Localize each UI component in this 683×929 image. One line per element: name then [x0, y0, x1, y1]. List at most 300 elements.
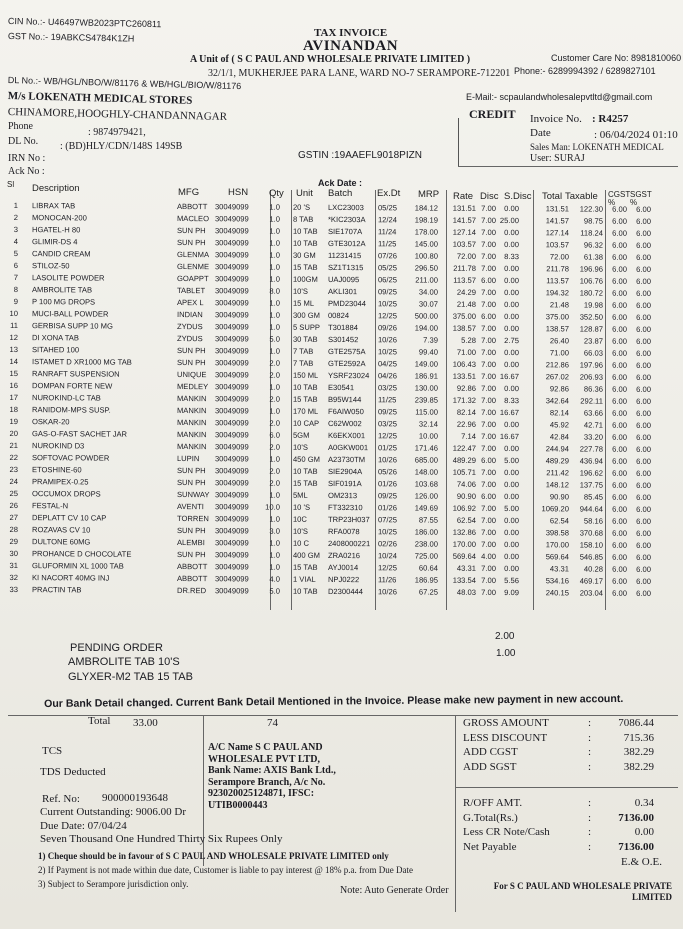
- cell-sl: 17: [9, 392, 18, 403]
- cell-rate: 74.06: [456, 479, 476, 489]
- cell-mrp: 725.00: [414, 551, 438, 561]
- cell-sl: 3: [13, 225, 18, 235]
- company-name: AVINANDAN: [303, 38, 399, 54]
- cell-disc: 6.00: [481, 491, 496, 501]
- cell-sdisc: 16.67: [499, 371, 519, 382]
- cell-unit: 10 C: [292, 538, 310, 548]
- cell-cgst: 6.00: [612, 372, 627, 382]
- cell-sdisc: 9.09: [504, 588, 519, 598]
- cell-sgst: 6.00: [636, 336, 651, 346]
- cell-hsn: 30049099: [214, 430, 249, 440]
- cell-exp: 05/26: [377, 467, 398, 477]
- cell-hsn: 30049099: [214, 454, 249, 464]
- cell-sl: 28: [9, 524, 18, 535]
- cell-mrp: 685.00: [414, 455, 438, 465]
- cell-rate: 133.54: [452, 575, 476, 585]
- cell-disc: 7.00: [481, 359, 496, 369]
- cell-sdisc: 0.00: [504, 288, 519, 298]
- cell-sl: 33: [9, 584, 18, 595]
- cell-total: 138.57: [545, 324, 569, 334]
- cell-hsn: 30049099: [214, 574, 249, 584]
- col-rate: Rate: [453, 191, 474, 202]
- cell-mfg: ZYDUS: [176, 334, 203, 344]
- cell-batch: RFA0078: [327, 526, 360, 537]
- cell-rate: 170.00: [452, 539, 476, 549]
- cell-total: 82.14: [549, 408, 569, 418]
- summary-value: 382.29: [623, 746, 654, 758]
- cell-sdisc: 0.00: [504, 300, 519, 310]
- cell-exp: 10/25: [377, 347, 398, 357]
- cell-disc: 7.00: [481, 323, 496, 333]
- col-hsn: HSN: [228, 187, 249, 198]
- cell-unit: 300 GM: [292, 310, 321, 320]
- cell-exp: 11/25: [377, 395, 397, 405]
- cell-unit: 30 TAB: [292, 334, 318, 344]
- col-sl: Sl: [7, 180, 15, 189]
- cell-sdisc: 0.00: [504, 492, 519, 502]
- cell-sgst: 6.00: [636, 576, 651, 586]
- pending-line-1: AMBROLITE TAB 10'S: [68, 656, 180, 668]
- cell-exp: 05/25: [377, 203, 398, 213]
- unit-of-line: A Unit of ( S C PAUL AND WHOLESALE PRIVATE LIMITED ): [190, 54, 471, 65]
- cell-qty: 1.0: [269, 274, 280, 284]
- cell-sl: 18: [9, 404, 18, 415]
- cell-desc: ROZAVAS CV 10: [31, 525, 91, 535]
- cell-unit: 450 GM: [292, 454, 321, 464]
- cell-total: 71.00: [549, 348, 569, 358]
- dl-number: DL No.:- WB/HGL/NBO/W/81176 & WB/HGL/BIO/W/81176: [7, 75, 242, 92]
- cell-cgst: 6.00: [612, 444, 627, 454]
- cell-batch: SIE1707A: [327, 226, 363, 237]
- cell-batch: S301452: [327, 334, 359, 345]
- cell-cgst: 6.00: [612, 408, 627, 418]
- cell-taxable: 196.62: [579, 468, 603, 478]
- cell-desc: PROHANCE D CHOCOLATE: [31, 549, 132, 559]
- summary-sep: :: [588, 811, 592, 824]
- cell-mrp: 149.00: [414, 359, 438, 369]
- cell-cgst: 6.00: [612, 480, 627, 490]
- cell-sdisc: 0.00: [504, 540, 519, 550]
- cell-mfg: ALEMBI: [176, 538, 205, 548]
- cell-unit: 15 TAB: [292, 562, 318, 572]
- cell-taxable: 122.30: [579, 204, 603, 214]
- cell-sdisc: 0.00: [504, 480, 519, 490]
- cell-unit: 10 TAB: [292, 238, 318, 248]
- cell-desc: MUCI-BALL POWDER: [31, 309, 109, 319]
- cell-desc: P 100 MG DROPS: [31, 297, 96, 307]
- col-total: Total: [542, 191, 563, 202]
- cell-desc: RANRAFT SUSPENSION: [31, 369, 120, 379]
- ack-label: Ack No :: [8, 166, 45, 177]
- summary-value: 382.29: [623, 760, 654, 773]
- gst-number: GST No.:- 19ABKCS4784K1ZH: [7, 31, 135, 44]
- cell-sdisc: 0.00: [504, 204, 519, 214]
- cell-exp: 07/26: [377, 251, 398, 261]
- cell-total: 489.29: [545, 456, 569, 466]
- cell-mfg: ZYDUS: [176, 322, 203, 332]
- cell-disc: 7.00: [481, 263, 496, 273]
- cell-unit: 30 GM: [292, 250, 316, 260]
- cell-exp: 10/26: [377, 587, 398, 597]
- cell-qty: 1.0: [269, 226, 280, 236]
- cell-batch: FT332310: [327, 502, 363, 513]
- cell-total: 92.86: [549, 384, 569, 394]
- cell-batch: OM2313: [327, 490, 358, 501]
- cell-rate: 48.03: [456, 587, 476, 597]
- cell-hsn: 30049099: [214, 334, 249, 344]
- cell-mfg: SUN PH: [176, 466, 206, 476]
- cell-sl: 20: [9, 428, 18, 439]
- cell-exp: 10/25: [377, 527, 398, 537]
- cell-mfg: SUN PH: [176, 478, 206, 488]
- cell-total: 194.32: [545, 288, 569, 298]
- cell-mfg: SUN PH: [176, 358, 206, 368]
- col-exp: Ex.Dt: [377, 188, 401, 199]
- cell-sl: 15: [9, 368, 18, 379]
- cell-unit: 100GM: [292, 274, 318, 284]
- cell-cgst: 6.00: [612, 576, 627, 586]
- cell-unit: 170 ML: [292, 406, 319, 416]
- cell-hsn: 30049099: [214, 250, 249, 260]
- cell-taxable: 206.93: [579, 372, 603, 382]
- cell-disc: 7.00: [481, 371, 496, 381]
- cell-sl: 26: [9, 500, 18, 511]
- cell-batch: E30541: [327, 382, 355, 393]
- summary-label: LESS DISCOUNT: [463, 731, 548, 744]
- cell-mrp: 115.00: [415, 407, 438, 417]
- cell-total: 398.58: [545, 528, 569, 538]
- cell-sdisc: 0.00: [504, 264, 519, 274]
- cell-rate: 569.64: [452, 551, 476, 561]
- cell-rate: 171.32: [452, 395, 476, 405]
- buyer-dl: : (BD)HLY/CDN/148S 149SB: [60, 141, 183, 152]
- cell-sgst: 6.00: [636, 348, 651, 358]
- amount-in-words: Seven Thousand One Hundred Thirty Six Rupees Only: [40, 833, 283, 845]
- cell-qty: 2.0: [269, 466, 280, 476]
- cell-disc: 7.00: [481, 419, 496, 429]
- cell-unit: 20 'S: [292, 202, 311, 212]
- cell-desc: ETOSHINE-60: [31, 465, 82, 475]
- cell-sdisc: 2.75: [504, 336, 519, 346]
- cell-sdisc: 0.00: [504, 528, 519, 538]
- cell-qty: 2.0: [269, 370, 280, 380]
- invoice-date-label: Date: [530, 127, 551, 139]
- cell-total: 43.31: [549, 564, 569, 574]
- cell-sgst: 6.00: [636, 300, 651, 310]
- summary-label: ADD CGST: [463, 746, 518, 758]
- cell-exp: 09/25: [377, 407, 398, 417]
- cell-mrp: 198.19: [414, 215, 438, 225]
- cell-exp: 10/25: [377, 299, 398, 309]
- cell-mrp: 148.00: [414, 467, 438, 477]
- col-batch: Batch: [328, 188, 353, 199]
- cell-unit: 7 TAB: [292, 358, 314, 368]
- cell-mrp: 30.07: [418, 299, 438, 309]
- cell-total: 375.00: [545, 312, 569, 322]
- cell-hsn: 30049099: [214, 394, 249, 404]
- cell-disc: 7.00: [481, 467, 496, 477]
- cell-sl: 5: [13, 249, 18, 259]
- cell-unit: 10'S: [292, 286, 308, 296]
- cell-hsn: 30049099: [214, 202, 249, 212]
- cell-sl: 30: [9, 548, 18, 559]
- cell-desc: FESTAL-N: [31, 501, 69, 511]
- cell-sgst: 6.00: [636, 264, 651, 274]
- cell-total: 1069.20: [541, 504, 569, 514]
- sales-man: Sales Man: LOKENATH MEDICAL: [530, 142, 664, 152]
- cell-hsn: 30049099: [214, 478, 249, 488]
- cell-mrp: 103.68: [414, 479, 438, 489]
- cell-hsn: 30049099: [214, 514, 249, 524]
- bank-line-3: Bank Name: AXIS Bank Ltd.,: [208, 765, 336, 776]
- cell-sdisc: 0.00: [504, 240, 519, 250]
- cell-exp: 11/26: [377, 575, 397, 585]
- cell-hsn: 30049099: [214, 538, 249, 548]
- cell-mfg: GOAPPT: [176, 274, 209, 284]
- cell-mrp: 99.40: [418, 347, 438, 357]
- invoice-user: User: SURAJ: [530, 153, 585, 164]
- cell-cgst: 6.00: [612, 324, 627, 334]
- cell-rate: 122.47: [452, 443, 476, 453]
- cell-sgst: 6.00: [636, 360, 651, 370]
- cell-sdisc: 0.00: [504, 360, 519, 370]
- cell-total: 569.64: [545, 552, 569, 562]
- cell-mrp: 186.91: [414, 371, 438, 381]
- cell-qty: 1.0: [269, 406, 280, 416]
- cell-sgst: 6.00: [636, 420, 651, 430]
- cell-sgst: 6.00: [636, 480, 651, 490]
- cell-rate: 106.43: [452, 359, 476, 369]
- cell-qty: 1.0: [269, 346, 280, 356]
- cell-sl: 4: [13, 237, 18, 247]
- buyer-dl-label: DL No.: [8, 136, 39, 147]
- cell-mfg: INDIAN: [176, 310, 203, 320]
- cell-batch: AYJ0014: [327, 562, 359, 573]
- summary-label: ADD SGST: [463, 760, 517, 773]
- cell-qty: 1.0: [269, 490, 280, 500]
- summary-value: 7136.00: [618, 811, 654, 824]
- cell-qty: 1.0: [269, 562, 280, 572]
- ref-no: 900000193648: [102, 792, 168, 804]
- cell-total: 534.16: [545, 576, 569, 586]
- cell-sl: 7: [13, 273, 18, 283]
- cell-sl: 6: [13, 261, 18, 271]
- cell-exp: 04/26: [377, 371, 398, 381]
- cell-batch: GTE2575A: [327, 346, 366, 357]
- col-mfg: MFG: [178, 187, 200, 198]
- cell-batch: C62W002: [327, 418, 362, 429]
- auto-generate-note: Note: Auto Generate Order: [340, 885, 449, 896]
- col-sgst: SGST %: [630, 190, 652, 207]
- cell-hsn: 30049099: [214, 238, 249, 248]
- cell-disc: 7.00: [481, 299, 496, 309]
- cell-cgst: 6.00: [612, 348, 627, 358]
- cell-taxable: 128.87: [579, 324, 603, 334]
- cell-unit: 150 ML: [292, 370, 319, 380]
- cell-unit: 10 CAP: [292, 418, 320, 428]
- cell-hsn: 30049099: [214, 358, 249, 368]
- cell-hsn: 30049099: [214, 298, 249, 308]
- cell-unit: 15 TAB: [292, 394, 318, 404]
- cell-mfg: SUN PH: [176, 226, 206, 236]
- cell-desc: PRAMIPEX-0.25: [31, 477, 89, 487]
- cell-sl: 8: [13, 285, 18, 295]
- cell-taxable: 66.03: [583, 348, 603, 358]
- cell-batch: PMD23044: [327, 298, 366, 309]
- cell-disc: 7.00: [481, 335, 496, 345]
- cell-mrp: 500.00: [414, 311, 438, 321]
- cell-cgst: 6.00: [612, 492, 627, 502]
- cell-exp: 02/26: [377, 539, 398, 549]
- cell-mrp: 130.00: [414, 383, 438, 393]
- invoice-divider: [458, 118, 460, 166]
- cell-exp: 09/26: [377, 323, 398, 333]
- cell-batch: GTE2592A: [327, 358, 366, 369]
- cell-disc: 7.00: [481, 503, 496, 513]
- cell-batch: ZRA0216: [327, 550, 361, 561]
- cell-sgst: 6.00: [636, 588, 651, 598]
- cell-taxable: 61.38: [583, 252, 603, 262]
- cell-taxable: 86.36: [583, 384, 603, 394]
- cell-mfg: SUN PH: [176, 550, 206, 560]
- cell-qty: 1.0: [269, 322, 280, 332]
- cell-desc: MONOCAN-200: [31, 213, 87, 223]
- cell-mfg: MANKIN: [176, 418, 207, 428]
- summary-sep: :: [588, 826, 592, 838]
- cell-mfg: TORREN: [176, 514, 209, 524]
- cell-mfg: MANKIN: [176, 406, 207, 416]
- cell-batch: 11231415: [327, 250, 362, 261]
- cell-taxable: 98.75: [583, 216, 603, 226]
- cell-sdisc: 0.00: [504, 564, 519, 574]
- cell-total: 26.40: [549, 336, 569, 346]
- cell-sl: 2: [13, 213, 18, 223]
- cell-sgst: 6.00: [636, 492, 651, 502]
- cell-desc: GERBISA SUPP 10 MG: [31, 321, 113, 331]
- cell-desc: STILOZ-50: [31, 261, 70, 271]
- cell-exp: 06/25: [377, 275, 398, 285]
- cell-mrp: 60.64: [418, 563, 438, 573]
- cell-qty: 6.0: [269, 430, 280, 440]
- cell-disc: 6.00: [481, 455, 496, 465]
- bank-line-2: WHOLESALE PVT LTD,: [208, 753, 320, 765]
- pending-qty-2: 1.00: [496, 648, 516, 659]
- cell-sdisc: 0.00: [504, 468, 519, 478]
- invoice-no: : R4257: [592, 113, 629, 125]
- cell-taxable: 436.94: [579, 456, 603, 466]
- cell-taxable: 546.85: [579, 552, 603, 562]
- cell-sgst: 6.00: [636, 384, 651, 394]
- cell-mfg: TABLET: [176, 286, 206, 296]
- cell-batch: T301884: [327, 322, 358, 333]
- cell-sgst: 6.00: [636, 324, 651, 334]
- cell-sdisc: 0.00: [504, 348, 519, 358]
- cell-desc: RANIDOM-MPS SUSP.: [31, 405, 111, 415]
- cell-cgst: 6.00: [612, 312, 627, 322]
- cell-sgst: 6.00: [636, 456, 651, 466]
- cell-cgst: 6.00: [612, 420, 627, 430]
- cell-rate: 489.29: [452, 455, 476, 465]
- cell-desc: DI XONA TAB: [31, 333, 79, 343]
- cell-batch: *KIC2303A: [327, 214, 366, 225]
- cell-qty: 5.0: [269, 586, 280, 596]
- cell-taxable: 370.68: [579, 528, 603, 538]
- buyer-phone-label: Phone: [8, 121, 33, 132]
- cell-desc: DULTONE 60MG: [31, 537, 91, 547]
- cell-rate: 113.57: [453, 275, 476, 285]
- cell-mrp: 186.00: [414, 527, 438, 537]
- cell-sl: 32: [9, 572, 18, 583]
- cell-rate: 375.00: [452, 311, 476, 321]
- eoe: E.& O.E.: [621, 856, 662, 868]
- cell-sgst: 6.00: [636, 288, 651, 298]
- cell-sdisc: 0.00: [504, 420, 519, 430]
- summary-sep: :: [588, 746, 592, 758]
- footer-divider-2: [455, 716, 456, 912]
- cell-sgst: 6.00: [636, 528, 651, 538]
- cell-cgst: 6.00: [612, 432, 627, 442]
- cell-sgst: 6.00: [636, 552, 651, 562]
- cell-exp: 10/26: [377, 455, 398, 465]
- cell-mrp: 100.80: [414, 251, 438, 261]
- cell-rate: 138.57: [452, 323, 476, 333]
- cell-disc: 7.00: [481, 515, 496, 525]
- cell-taxable: 197.96: [579, 360, 603, 370]
- cell-exp: 01/26: [377, 479, 398, 489]
- cell-rate: 22.96: [456, 419, 476, 429]
- cell-hsn: 30049099: [214, 286, 249, 296]
- cell-unit: 15 ML: [292, 298, 315, 308]
- cell-sgst: 6.00: [636, 276, 651, 286]
- col-unit: Unit: [296, 188, 313, 199]
- cell-unit: 5GM: [292, 430, 310, 440]
- invoice-type: CREDIT: [469, 107, 516, 121]
- cell-sgst: 6.00: [636, 396, 651, 406]
- cell-disc: 7.00: [481, 407, 496, 417]
- cell-sdisc: 0.00: [504, 444, 519, 454]
- cell-disc: 7.00: [481, 443, 496, 453]
- cell-sgst: 6.00: [636, 540, 651, 550]
- cell-total: 170.00: [545, 540, 569, 550]
- cell-batch: SIF0191A: [327, 478, 362, 489]
- cell-mfg: GLENMA: [176, 250, 210, 260]
- cell-disc: 7.00: [481, 347, 496, 357]
- cell-qty: 1.0: [269, 262, 280, 272]
- cell-exp: 11/25: [377, 239, 397, 249]
- cell-mrp: 238.00: [414, 539, 438, 549]
- cell-taxable: 227.78: [579, 444, 603, 454]
- cell-cgst: 6.00: [612, 204, 627, 214]
- cell-total: 113.57: [546, 276, 569, 286]
- cell-total: 42.84: [549, 432, 569, 442]
- cell-sgst: 6.00: [636, 252, 651, 262]
- cell-cgst: 6.00: [612, 336, 627, 346]
- cell-rate: 105.71: [452, 467, 476, 477]
- cell-unit: 10 TAB: [292, 226, 318, 236]
- cell-sgst: 6.00: [636, 240, 651, 250]
- cell-mrp: 171.46: [414, 443, 438, 453]
- cell-hsn: 30049099: [214, 310, 249, 320]
- pending-title: PENDING ORDER: [70, 642, 163, 654]
- cell-desc: AMBROLITE TAB: [31, 285, 93, 295]
- cell-unit: 10 TAB: [292, 382, 318, 392]
- cell-rate: 127.14: [452, 227, 476, 237]
- cell-disc: 7.00: [481, 383, 496, 393]
- cell-mfg: MACLEO: [176, 214, 210, 224]
- bank-line-6: UTIB0000443: [208, 799, 268, 811]
- cell-mfg: MEDLEY: [176, 382, 209, 392]
- cell-exp: 01/25: [377, 443, 398, 453]
